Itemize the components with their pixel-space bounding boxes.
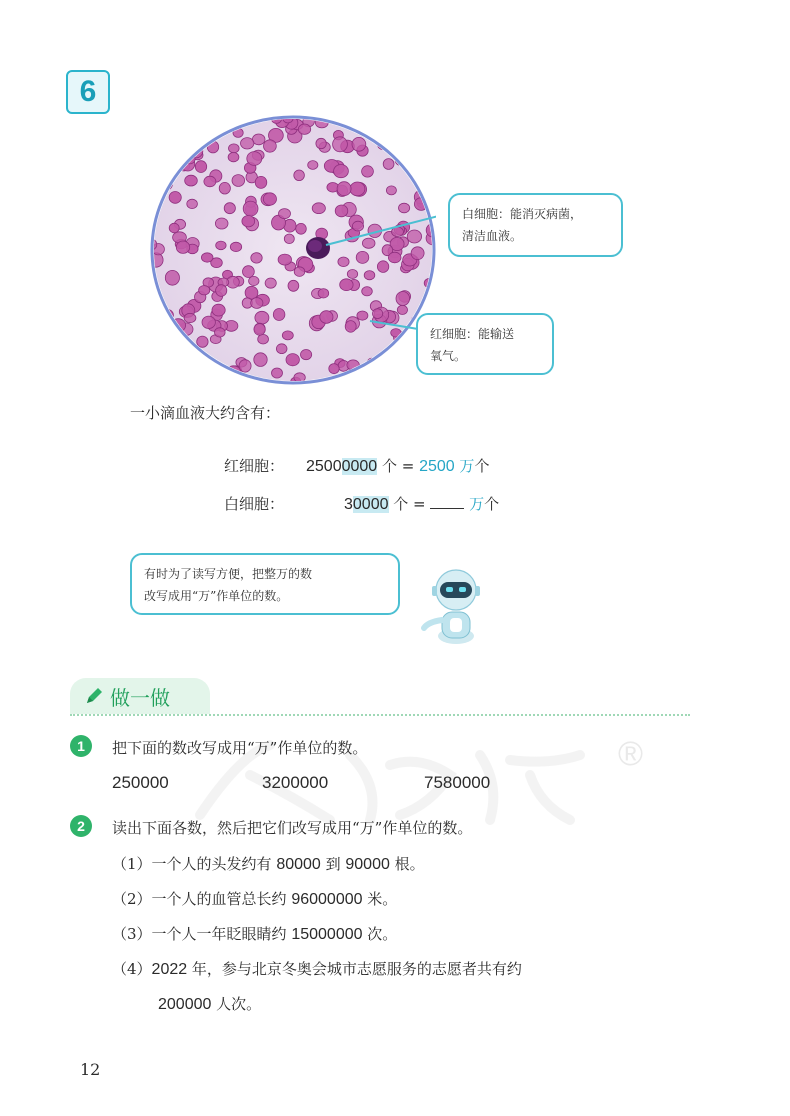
red-cell-unit-ge: 个	[474, 457, 490, 475]
q2-item-1	[112, 853, 425, 874]
red-blood-cell	[264, 140, 277, 152]
red-blood-cell	[388, 252, 401, 263]
question-2-badge: 2	[70, 815, 92, 837]
red-blood-cell	[298, 124, 310, 134]
red-blood-cell	[282, 331, 293, 340]
red-blood-cell	[338, 257, 349, 267]
white-cell-number-plain: 3	[344, 496, 353, 513]
q2-item-3-b: 次。	[362, 925, 398, 943]
red-blood-cell	[296, 223, 307, 234]
red-blood-cell	[215, 328, 226, 337]
red-blood-cell-callout	[416, 313, 554, 375]
red-cell-unit: 个 =	[377, 457, 420, 475]
red-blood-cell	[228, 152, 239, 161]
red-blood-cell	[254, 324, 265, 336]
red-blood-cell	[169, 192, 181, 204]
red-blood-cell	[249, 276, 259, 285]
white-cell-line-2: 清洁血液。	[462, 229, 523, 243]
red-blood-cell	[408, 155, 419, 165]
section-title: 做一做	[110, 685, 170, 710]
white-cell-label: 白细胞：	[224, 495, 285, 513]
red-blood-cell	[150, 145, 160, 156]
red-blood-cell	[373, 309, 383, 319]
red-blood-cell	[409, 117, 423, 132]
red-blood-cell	[357, 311, 368, 320]
red-blood-cell	[294, 267, 305, 277]
red-blood-cell	[286, 354, 299, 366]
red-blood-cell	[362, 238, 375, 248]
q2-item-4-a: 年，参与北京冬奥会城市志愿服务的志愿者共有约	[187, 960, 522, 978]
red-blood-cell	[191, 115, 204, 121]
red-blood-cell	[414, 134, 426, 144]
q2-item-1-b: 到	[320, 855, 346, 873]
question-1-badge: 1	[70, 735, 92, 757]
red-blood-cell	[153, 118, 168, 132]
red-blood-cell	[370, 115, 384, 126]
red-cell-number-highlight: 0000	[341, 458, 378, 475]
red-blood-cell	[405, 140, 419, 153]
red-blood-cell	[318, 289, 329, 298]
red-blood-cell	[187, 372, 197, 382]
red-blood-cell	[219, 182, 230, 194]
red-cell-result: 2500	[419, 458, 455, 475]
red-blood-cell	[175, 115, 186, 125]
red-blood-cell	[254, 353, 267, 367]
red-blood-cell	[204, 176, 216, 187]
red-blood-cell	[185, 175, 198, 186]
q2-item-1-n2: 90000	[345, 856, 390, 873]
red-cell-equation	[224, 455, 489, 476]
q2-item-3	[112, 923, 397, 944]
red-blood-cell	[335, 205, 348, 217]
blood-cells-microscope-image	[150, 115, 436, 385]
red-cell-number-plain: 2500	[306, 458, 342, 475]
red-blood-cell	[181, 140, 195, 154]
red-blood-cell	[263, 193, 276, 205]
red-blood-cell	[362, 287, 373, 296]
red-blood-cell	[337, 182, 351, 196]
red-blood-cell	[169, 147, 181, 159]
red-blood-cell	[251, 253, 262, 263]
red-blood-cell	[352, 221, 363, 231]
white-cell-unit: 个 =	[388, 495, 431, 513]
red-blood-cell	[216, 241, 226, 250]
robot-mascot-icon	[420, 566, 492, 644]
robot-line-2: 改写成用“万”作单位的数。	[144, 589, 289, 603]
red-blood-cell	[386, 186, 396, 195]
red-cell-wan: 万	[454, 457, 475, 475]
red-blood-cell	[190, 135, 203, 146]
white-cell-wan: 万	[464, 495, 485, 513]
red-blood-cell	[255, 311, 269, 324]
red-blood-cell	[243, 201, 258, 216]
red-blood-cell	[316, 138, 326, 148]
q2-item-3-a: 一个人一年眨眼睛约	[151, 925, 292, 943]
red-blood-cell	[431, 115, 437, 123]
red-blood-cell	[172, 146, 182, 156]
red-blood-cell	[202, 316, 215, 328]
q2-item-1-a: 一个人的头发约有	[151, 855, 277, 873]
red-blood-cell	[288, 280, 299, 291]
red-blood-cell	[167, 123, 181, 138]
red-blood-cell	[258, 334, 269, 344]
red-blood-cell	[332, 115, 342, 121]
red-blood-cell	[187, 199, 198, 208]
red-blood-cell	[168, 129, 179, 139]
red-blood-cell	[215, 218, 228, 229]
red-blood-cell	[152, 170, 167, 182]
registered-mark: ®	[618, 735, 644, 773]
red-blood-cell	[225, 115, 237, 121]
red-blood-cell	[170, 122, 182, 134]
q2-item-4-count: 200000	[158, 996, 212, 1013]
q2-item-2	[112, 888, 397, 909]
q2-item-2-n1: 96000000	[291, 891, 363, 908]
robot-line-1: 有时为了读写方便，把整万的数	[144, 567, 313, 581]
q2-item-3-index: （3）	[112, 925, 152, 943]
white-cell-line-1: 白细胞：能消灭病菌，	[462, 207, 583, 221]
red-blood-cell	[224, 203, 235, 214]
robot-speech-callout	[130, 553, 400, 615]
q2-item-3-n1: 15000000	[291, 926, 363, 943]
red-blood-cell	[165, 270, 179, 285]
white-cell-number-highlight: 0000	[352, 496, 389, 513]
red-blood-cell	[294, 373, 305, 382]
red-blood-cell	[199, 286, 210, 295]
red-blood-cell	[397, 305, 407, 314]
white-cell-equation	[224, 493, 499, 514]
section-divider	[70, 714, 690, 716]
red-blood-cell	[201, 253, 213, 262]
page-number: 12	[80, 1060, 101, 1079]
red-blood-cell	[229, 144, 240, 153]
red-blood-cell	[347, 115, 358, 123]
red-blood-cell	[350, 182, 365, 196]
red-blood-cell	[320, 311, 333, 324]
red-blood-cell	[272, 368, 283, 378]
red-blood-cell	[407, 230, 421, 243]
red-blood-cell	[216, 285, 227, 297]
red-blood-cell	[243, 266, 255, 278]
question-1-text: 把下面的数改写成用“万”作单位的数。	[112, 739, 368, 757]
red-blood-cell	[399, 203, 410, 213]
q1-number-2: 3200000	[262, 773, 329, 792]
q2-item-4-index: （4）	[112, 960, 152, 978]
red-blood-cell	[195, 123, 209, 135]
red-blood-cell	[169, 223, 179, 233]
red-blood-cell	[425, 115, 435, 121]
red-blood-cell	[193, 121, 208, 136]
red-blood-cell	[364, 271, 375, 280]
q2-item-2-a: 一个人的血管总长约	[151, 890, 292, 908]
q2-item-1-n1: 80000	[276, 856, 321, 873]
red-blood-cell	[329, 364, 339, 374]
red-blood-cell	[152, 117, 167, 130]
red-blood-cell	[284, 234, 294, 244]
red-blood-cell	[419, 137, 431, 150]
q1-number-1: 250000	[112, 773, 169, 792]
red-blood-cell	[247, 152, 262, 166]
q2-item-1-c: 根。	[389, 855, 425, 873]
red-blood-cell	[212, 304, 225, 316]
example-number-badge: 6	[66, 70, 110, 114]
red-blood-cell	[345, 321, 356, 333]
red-blood-cell	[278, 254, 291, 265]
red-blood-cell	[301, 350, 312, 360]
red-blood-cell	[176, 241, 189, 253]
red-blood-cell	[276, 344, 287, 354]
red-blood-cell	[241, 138, 254, 149]
red-blood-cell	[197, 336, 208, 347]
red-blood-cell	[308, 161, 318, 170]
red-cell-line-2: 氧气。	[430, 349, 467, 363]
red-blood-cell	[179, 115, 193, 125]
red-blood-cell	[245, 286, 258, 299]
red-blood-cell	[334, 165, 349, 178]
q2-item-4-line-2	[158, 993, 261, 1014]
red-blood-cell	[232, 175, 245, 187]
red-blood-cell	[230, 242, 241, 251]
red-blood-cell	[386, 348, 400, 362]
red-blood-cell	[383, 159, 394, 170]
red-blood-cell	[426, 181, 436, 191]
red-blood-cell	[312, 203, 325, 214]
answer-blank[interactable]	[430, 494, 464, 509]
q2-item-2-b: 米。	[362, 890, 398, 908]
red-blood-cell	[362, 166, 374, 177]
red-blood-cell	[273, 309, 285, 321]
red-blood-cell	[347, 270, 357, 279]
red-blood-cell	[242, 216, 255, 227]
q2-item-4-year: 2022	[151, 961, 188, 978]
red-blood-cell	[411, 247, 424, 260]
red-blood-cell	[255, 176, 267, 188]
red-blood-cell	[352, 137, 366, 151]
red-blood-cell	[195, 161, 206, 173]
white-cell-unit-ge: 个	[484, 495, 500, 513]
red-blood-cell	[279, 209, 291, 219]
red-blood-cell	[356, 251, 369, 263]
red-blood-cell	[265, 278, 276, 288]
red-blood-cell	[157, 317, 169, 328]
red-blood-cell	[370, 378, 381, 385]
red-blood-cell	[420, 115, 432, 123]
red-blood-cell	[333, 137, 348, 152]
red-blood-cell	[365, 370, 378, 382]
q2-item-4	[112, 958, 522, 979]
red-blood-cell	[251, 298, 263, 309]
red-blood-cell	[239, 360, 251, 372]
pencil-icon	[84, 686, 104, 706]
red-blood-cell	[413, 151, 424, 161]
red-blood-cell	[294, 170, 305, 181]
q1-number-3: 7580000	[424, 773, 491, 792]
red-cell-label: 红细胞：	[224, 457, 285, 475]
red-blood-cell	[184, 313, 196, 322]
question-2-text: 读出下面各数，然后把它们改写成用“万”作单位的数。	[112, 819, 473, 837]
white-blood-cell-callout	[448, 193, 623, 257]
q2-item-2-index: （2）	[112, 890, 152, 908]
q2-item-1-index: （1）	[112, 855, 152, 873]
red-blood-cell	[340, 279, 353, 291]
red-blood-cell	[396, 292, 410, 306]
red-blood-cell	[377, 261, 388, 273]
section-header	[70, 678, 210, 714]
q2-item-4-suffix: 人次。	[211, 995, 262, 1013]
intro-text: 一小滴血液大约含有：	[130, 404, 281, 422]
red-blood-cell	[150, 195, 156, 207]
red-cell-line-1: 红细胞：能输送	[430, 327, 515, 341]
